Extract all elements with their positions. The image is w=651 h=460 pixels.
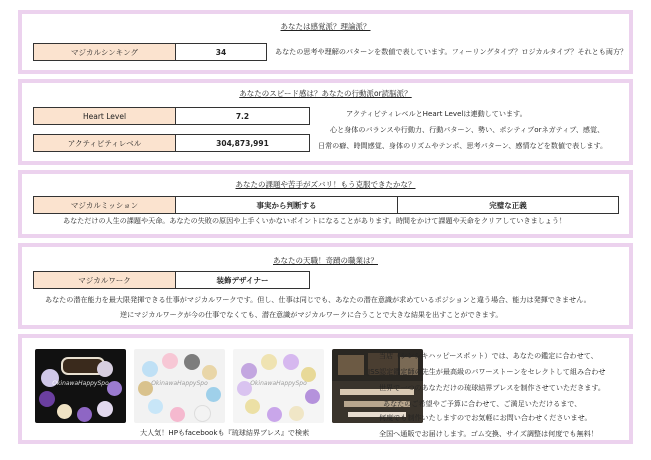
watermark-text: OkinawaHappySpo (250, 380, 307, 387)
promo-line: JSS認定鑑定師の先生が最高級のパワーストーンをセレクトして組み合わせ (368, 367, 606, 376)
value-cell: 304,873,991 (175, 134, 310, 152)
watermark-text: OkinawaHappySpo (52, 380, 109, 387)
label-cell: アクティビティレベル (33, 134, 176, 152)
section-heading: あなたのスピード感は？あなたの行動派or読脳派？ (239, 89, 412, 98)
bracelet-photo (35, 349, 126, 423)
value-cell: 7.2 (175, 107, 310, 125)
section-mission (18, 170, 633, 238)
promo-line: 当店（シンシキハッピースポット）では、あなたの鑑定に合わせて、 (379, 351, 598, 360)
description-line: 心と身体のバランスや行動力、行動パターン、勢い、ポシティブorネガティブ、感覚、 (330, 125, 605, 134)
promo-line: あなたのご希望やご予算に合わせて、ご満足いただけるまで、 (383, 399, 582, 408)
promo-line: 何度でも制作いたしますのでお気軽にお問い合わせくださいませ。 (379, 413, 592, 422)
description-line: あなたの潜在能力を最大限発揮できる仕事がマジカルワークです。但し、仕事は同じでも、あなたの潜在意識が求めているポジションと違う場合、能力は発揮できません。 (45, 295, 591, 304)
label-cell: マジカルシンキング (33, 43, 176, 61)
value-cell: 装飾デザイナー (175, 271, 310, 289)
section-speed (18, 79, 633, 165)
bracelet-photo (233, 349, 324, 423)
value-cell: 完璧な正義 (397, 196, 619, 214)
watermark-text: OkinawaHappySpo (151, 380, 208, 387)
description-text: あなたの思考や理解のパターンを数値で表しています。フィーリングタイプ？ロジカルタイプ？それとも両方？ (275, 47, 628, 56)
description-line: 日常の癖、時間感覚、身体のリズムやテンポ、思考パターン、感情などを数値で表します。 (318, 141, 608, 150)
label-cell: マジカルワーク (33, 271, 176, 289)
description-line: 逆にマジカルワークが今の仕事でなくても、潜在意識がマジカルワークに合うことで大きな結果を出すことができます。 (120, 310, 503, 319)
bracelet-photo (134, 349, 225, 423)
section-work (18, 243, 633, 329)
section-promo (18, 334, 633, 444)
section-heading: あなたは感覚派？理論派？ (280, 22, 371, 31)
label-cell: マジカルミッション (33, 196, 176, 214)
description-text: あなただけの人生の課題や天命。あなたの失敗の原因や上手くいかないポイントになることがあります。時間をかけて課題や天命をクリアしていきましょう！ (63, 216, 567, 225)
label-cell: Heart Level (33, 107, 176, 125)
section-heading: あなたの課題や苦手がズバリ！もう克服できたかな？ (235, 180, 416, 189)
promo-line: 全国へ通販でお届けします。ゴム交換、サイズ調整は何度でも無料！ (379, 429, 598, 438)
section-heading: あなたの天職！奇蹟の職業は？ (273, 256, 378, 265)
photo-caption: 大人気！HPもfacebookも『琉球結界ブレス』で検索 (140, 428, 310, 437)
promo-line: 世界で一つのあなただけの琉球結界ブレスを制作させていただきます。 (379, 383, 605, 392)
value-cell: 34 (175, 43, 267, 61)
description-line: アクティビティレベルとHeart Levelは連動しています。 (346, 109, 527, 118)
section-thinking (18, 10, 633, 74)
value-cell: 事実から判断する (175, 196, 398, 214)
